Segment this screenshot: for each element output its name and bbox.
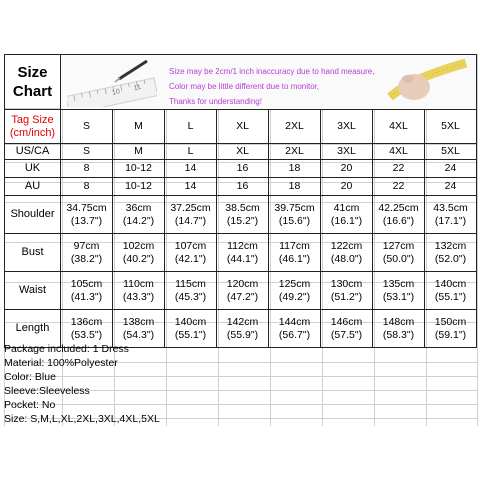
product-info (4, 342, 464, 426)
cm-value: 122cm (330, 239, 363, 252)
table-row-waist (5, 272, 477, 310)
cm-value: 112cm (227, 239, 258, 252)
header-row (5, 55, 477, 110)
table-cell (321, 272, 373, 310)
inch-value: (50.0") (382, 252, 415, 265)
cm-value: 102cm (122, 239, 155, 252)
cm-value: 39.75cm (274, 201, 315, 214)
table-cell: 22 (373, 160, 425, 178)
note-line-1: Size may be 2cm/1 inch inaccuracy due to hand measure, (169, 67, 375, 76)
info-sleeve: Sleeve:Sleeveless (4, 385, 90, 397)
cm-value: 117cm (279, 239, 310, 252)
row-label-bust: Bust (5, 234, 61, 272)
size-header-xl: XL (217, 110, 269, 144)
inch-value: (58.3") (382, 328, 415, 341)
table-cell (269, 196, 321, 234)
inch-value: (13.7") (70, 214, 103, 227)
tag-size-label (5, 110, 61, 144)
table-cell (165, 196, 217, 234)
row-label-us-ca: US/CA (5, 144, 61, 160)
tag-size-row (5, 110, 477, 144)
cm-value: 97cm (73, 239, 100, 252)
table-cell (217, 234, 269, 272)
table-cell (425, 234, 477, 272)
table-cell: 4XL (373, 144, 425, 160)
table-cell: 10-12 (113, 160, 165, 178)
measuring-tape-icon (67, 57, 157, 107)
cm-value: 110cm (123, 277, 154, 290)
table-cell: 24 (425, 160, 477, 178)
grid-line (477, 54, 478, 426)
table-cell: 14 (165, 178, 217, 196)
table-cell (425, 272, 477, 310)
table-cell: 20 (321, 178, 373, 196)
info-color: Color: Blue (4, 371, 56, 383)
cm-value: 38.5cm (225, 201, 260, 214)
table-cell: 8 (61, 160, 113, 178)
table-cell (321, 234, 373, 272)
measure-banner (61, 55, 477, 110)
cm-value: 34.75cm (66, 201, 107, 214)
inch-value: (16.6") (382, 214, 415, 227)
inch-value: (14.7") (174, 214, 207, 227)
table-cell (113, 272, 165, 310)
size-header-m: M (113, 110, 165, 144)
inch-value: (43.3") (122, 290, 155, 303)
inch-value: (53.5") (70, 328, 103, 341)
cm-value: 146cm (330, 315, 363, 328)
inch-value: (16.1") (330, 214, 363, 227)
cm-value: 135cm (382, 277, 415, 290)
table-cell: 20 (321, 160, 373, 178)
cm-value: 130cm (330, 277, 363, 290)
chart-title (5, 55, 61, 110)
table-row-us-ca (5, 144, 477, 160)
table-cell: 22 (373, 178, 425, 196)
table-cell (373, 272, 425, 310)
table-cell: 5XL (425, 144, 477, 160)
info-material: Material: 100%Polyester (4, 357, 118, 369)
row-label-uk: UK (5, 160, 61, 178)
cm-value: 142cm (226, 315, 259, 328)
inch-value: (14.2") (122, 214, 155, 227)
table-cell (61, 234, 113, 272)
size-header-2xl: 2XL (269, 110, 321, 144)
table-cell (165, 272, 217, 310)
table-row-shoulder (5, 196, 477, 234)
size-header-s: S (61, 110, 113, 144)
inch-value: (55.9") (226, 328, 259, 341)
table-cell: L (165, 144, 217, 160)
hand-with-tape-icon (384, 57, 470, 107)
cm-value: 115cm (175, 277, 206, 290)
inch-value: (55.1") (174, 328, 207, 341)
cm-value: 132cm (434, 239, 467, 252)
table-cell (217, 196, 269, 234)
cm-value: 36cm (125, 201, 152, 214)
table-cell (217, 272, 269, 310)
inch-value: (15.6") (278, 214, 311, 227)
cm-value: 140cm (174, 315, 207, 328)
table-row-uk (5, 160, 477, 178)
cm-value: 148cm (382, 315, 415, 328)
table-cell (165, 234, 217, 272)
size-chart-table (4, 54, 477, 348)
tag-size-label-line2: (cm/inch) (9, 126, 56, 139)
table-cell: 24 (425, 178, 477, 196)
inch-value: (51.2") (330, 290, 363, 303)
table-cell: 2XL (269, 144, 321, 160)
cm-value: 43.5cm (433, 201, 468, 214)
info-package: Package included: 1 Dress (4, 343, 129, 355)
inch-value: (41.3") (70, 290, 103, 303)
chart-title-line2: Chart (12, 83, 53, 100)
chart-title-line1: Size (17, 64, 48, 81)
note-line-2: Color may be little different due to monitor, (169, 82, 320, 91)
cm-value: 37.25cm (170, 201, 211, 214)
table-cell (61, 272, 113, 310)
cm-value: 138cm (122, 315, 155, 328)
cm-value: 140cm (434, 277, 467, 290)
inch-value: (17.1") (434, 214, 467, 227)
row-label-shoulder: Shoulder (5, 196, 61, 234)
inch-value: (40.2") (122, 252, 155, 265)
cm-value: 144cm (278, 315, 311, 328)
table-cell: 14 (165, 160, 217, 178)
size-header-l: L (165, 110, 217, 144)
inch-value: (44.1") (226, 252, 259, 265)
table-cell (425, 196, 477, 234)
table-cell: 8 (61, 178, 113, 196)
table-cell (373, 234, 425, 272)
ruler-mark-11: 11 (133, 83, 142, 93)
inch-value: (54.3") (122, 328, 155, 341)
cm-value: 136cm (70, 315, 103, 328)
row-label-au: AU (5, 178, 61, 196)
inch-value: (49.2") (278, 290, 311, 303)
table-cell: 3XL (321, 144, 373, 160)
size-header-3xl: 3XL (321, 110, 373, 144)
row-label-length: Length (5, 310, 61, 348)
table-row-bust (5, 234, 477, 272)
table-cell: 10-12 (113, 178, 165, 196)
table-cell (269, 272, 321, 310)
inch-value: (52.0") (434, 252, 467, 265)
table-cell: S (61, 144, 113, 160)
cm-value: 150cm (434, 315, 467, 328)
size-header-5xl: 5XL (425, 110, 477, 144)
cm-value: 127cm (382, 239, 415, 252)
cm-value: 120cm (226, 277, 259, 290)
table-cell (113, 234, 165, 272)
table-cell: 18 (269, 160, 321, 178)
table-cell: M (113, 144, 165, 160)
row-label-waist: Waist (5, 272, 61, 310)
cm-value: 105cm (70, 277, 103, 290)
table-cell (321, 196, 373, 234)
table-cell (373, 196, 425, 234)
inch-value: (15.2") (226, 214, 259, 227)
table-cell: 16 (217, 178, 269, 196)
inch-value: (56.7") (278, 328, 311, 341)
table-cell (113, 196, 165, 234)
inch-value: (57.5") (330, 328, 363, 341)
note-line-3: Thanks for understanding! (169, 97, 262, 106)
info-size: Size: S,M,L,XL,2XL,3XL,4XL,5XL (4, 413, 160, 425)
inch-value: (47.2") (226, 290, 259, 303)
table-cell (61, 196, 113, 234)
inch-value: (38.2") (70, 252, 103, 265)
ruler-mark-10: 10 (111, 88, 121, 97)
cm-value: 107cm (174, 239, 207, 252)
table-row-au (5, 178, 477, 196)
table-cell: 18 (269, 178, 321, 196)
inch-value: (48.0") (330, 252, 363, 265)
inch-value: (53.1") (382, 290, 415, 303)
cm-value: 42.25cm (378, 201, 419, 214)
cm-value: 41cm (333, 201, 360, 214)
inch-value: (59.1") (434, 328, 467, 341)
table-cell (269, 234, 321, 272)
size-header-4xl: 4XL (373, 110, 425, 144)
tag-size-label-line1: Tag Size (11, 113, 54, 126)
inch-value: (45.3") (174, 290, 207, 303)
inch-value: (46.1") (278, 252, 311, 265)
inch-value: (55.1") (434, 290, 467, 303)
info-pocket: Pocket: No (4, 399, 56, 411)
cm-value: 125cm (278, 277, 311, 290)
inch-value: (42.1") (174, 252, 207, 265)
table-cell: XL (217, 144, 269, 160)
table-cell: 16 (217, 160, 269, 178)
